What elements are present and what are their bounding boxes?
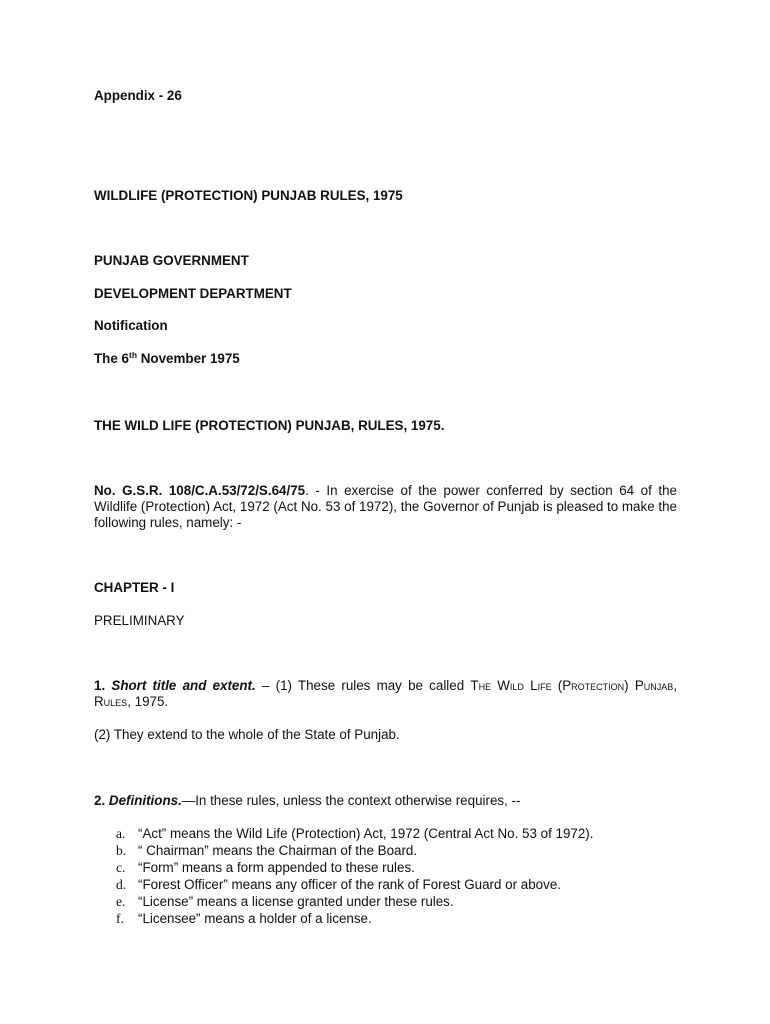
definition-text: “License” means a license granted under these rules. <box>138 894 454 909</box>
date-suffix: November 1975 <box>137 351 240 366</box>
definition-text: “Forest Officer” means any officer of the rank of Forest Guard or above. <box>138 877 561 892</box>
definition-marker: e. <box>116 894 126 909</box>
rule-1-end: , 1975. <box>127 694 169 710</box>
definition-item <box>116 842 594 859</box>
rule-2-text: —In these rules, unless the context otherwise requires, -- <box>181 793 521 808</box>
definition-item <box>116 876 594 893</box>
definition-item <box>116 859 594 876</box>
date-prefix: The 6 <box>94 351 129 366</box>
appendix-label: Appendix - 26 <box>94 88 182 103</box>
definition-text: “Form” means a form appended to these rules. <box>138 860 415 875</box>
notification-date <box>94 351 240 367</box>
definition-marker: f. <box>116 911 124 926</box>
gsr-text: . - In exercise of the power conferred by section 64 of the Wildlife (Protection) Act, 1972 (Act No. 53 of 1972), the Governor of Punjab is pleased to make the following rules, namely: - <box>94 483 677 531</box>
definition-item <box>116 893 594 910</box>
rules-heading: WILDLIFE (PROTECTION) PUNJAB RULES, 1975 <box>94 188 403 203</box>
definitions-list <box>116 825 594 927</box>
definition-marker: d. <box>116 877 127 892</box>
chapter-heading: CHAPTER - I <box>94 580 175 595</box>
definition-text: “ Chairman” means the Chairman of the Board. <box>138 843 418 858</box>
definition-marker: a. <box>116 826 126 841</box>
date-ordinal-suffix: th <box>128 350 138 360</box>
rules-title: THE WILD LIFE (PROTECTION) PUNJAB, RULES, 1975. <box>94 418 445 433</box>
rule-1-rules-name: The Wild Life (Protection) Punjab, Rules <box>94 678 677 710</box>
preliminary-heading: PRELIMINARY <box>94 613 185 628</box>
definition-marker: c. <box>116 860 126 875</box>
definition-item <box>116 910 594 927</box>
rule-1-number: 1. <box>94 678 106 693</box>
rule-1-paragraph <box>94 678 677 710</box>
rule-1-subsection-2: (2) They extend to the whole of the State of Punjab. <box>94 727 400 742</box>
definition-text: “Licensee” means a holder of a license. <box>138 911 372 926</box>
rule-2-paragraph <box>94 793 520 809</box>
gsr-number: No. G.S.R. 108/C.A.53/72/S.64/75 <box>94 483 306 498</box>
rule-2-number: 2. <box>94 793 106 808</box>
rule-1-title: Short title and extent. <box>111 678 256 693</box>
definition-text: “Act” means the Wild Life (Protection) Act, 1972 (Central Act No. 53 of 1972). <box>138 826 594 841</box>
rule-1-text: – (1) These rules may be called <box>255 678 471 693</box>
rule-2-title: Definitions. <box>108 793 182 808</box>
gsr-paragraph <box>94 483 677 532</box>
government-heading: PUNJAB GOVERNMENT <box>94 253 249 268</box>
department-heading: DEVELOPMENT DEPARTMENT <box>94 286 292 301</box>
definition-item <box>116 825 594 842</box>
notification-heading: Notification <box>94 318 168 333</box>
definition-marker: b. <box>116 843 127 858</box>
